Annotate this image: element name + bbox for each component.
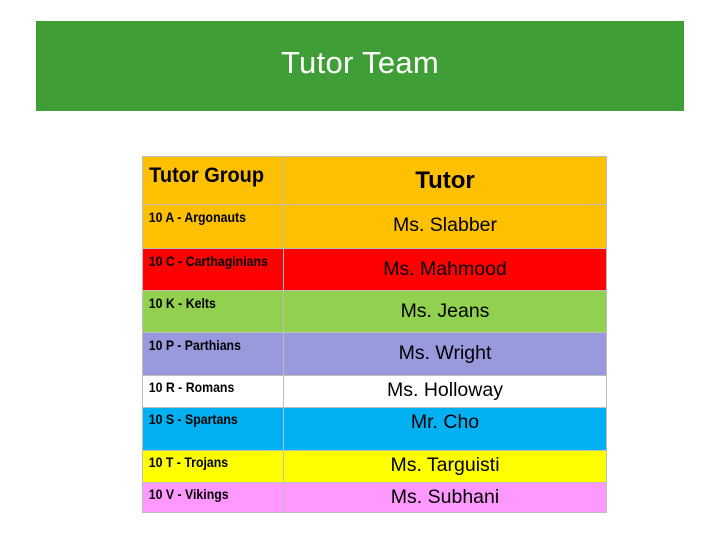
table-row (143, 291, 607, 333)
table-row (143, 333, 607, 376)
table-row (143, 249, 607, 291)
table-row (143, 483, 607, 513)
tutor-group-cell: 10 A - Argonauts (143, 205, 267, 249)
table-row (143, 451, 607, 483)
tutor-cell: Ms. Jeans (284, 291, 607, 333)
tutor-cell: Mr. Cho (284, 408, 607, 451)
tutor-group-cell: 10 K - Kelts (143, 291, 267, 333)
tutor-group-cell: 10 T - Trojans (143, 451, 267, 483)
tutor-cell: Ms. Targuisti (284, 451, 607, 483)
tutor-cell: Ms. Mahmood (284, 249, 607, 291)
header-tutor-group: Tutor Group (143, 157, 277, 205)
title-banner (36, 21, 684, 111)
slide-title: Tutor Team (280, 45, 440, 80)
tutor-cell: Ms. Holloway (284, 376, 607, 408)
table-row (143, 408, 607, 451)
table-row (143, 376, 607, 408)
tutor-cell: Ms. Wright (284, 333, 607, 376)
tutor-group-cell: 10 S - Spartans (143, 408, 267, 451)
tutor-group-cell: 10 V - Vikings (143, 483, 267, 513)
header-tutor: Tutor (284, 157, 607, 205)
tutor-table (142, 156, 607, 513)
tutor-group-cell: 10 R - Romans (143, 376, 267, 408)
table-row (143, 205, 607, 249)
tutor-cell: Ms. Slabber (284, 205, 607, 249)
table-header-row (143, 157, 607, 205)
tutor-group-cell: 10 P - Parthians (143, 333, 267, 376)
tutor-cell: Ms. Subhani (284, 483, 607, 513)
tutor-group-cell: 10 C - Carthaginians (143, 249, 267, 291)
